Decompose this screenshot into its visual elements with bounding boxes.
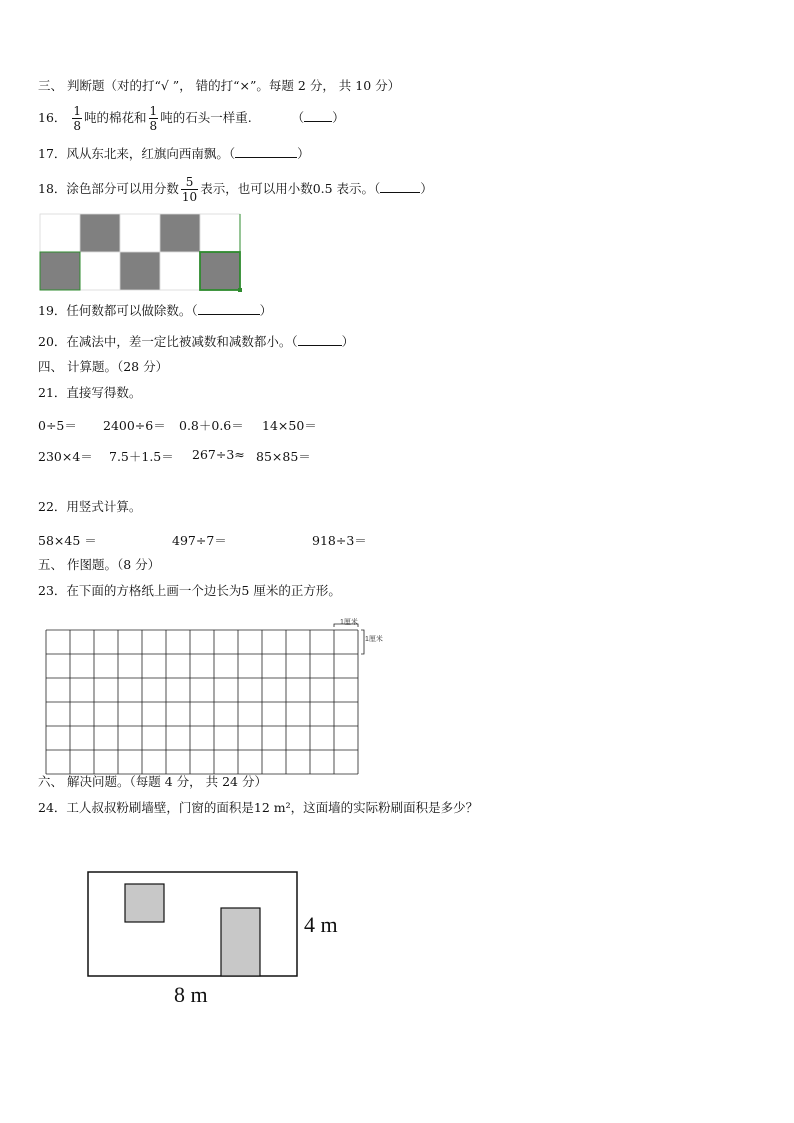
section-6-heading: 六、 解决问题。（每题 4 分， 共 24 分）: [38, 774, 267, 789]
unit-label-top: 1厘米: [340, 619, 358, 626]
q16-text-a: 吨的棉花和: [84, 110, 147, 125]
section-4-heading: 四、 计算题。（28 分）: [38, 359, 169, 374]
q21-item: 14×50＝: [262, 418, 317, 433]
shaded-cell: [160, 214, 200, 252]
q23-title: 23．在下面的方格纸上画一个边长为5 厘米的正方形。: [38, 583, 341, 598]
blank-cell: [160, 252, 200, 290]
unit-label-side: 1厘米: [365, 636, 383, 643]
q16-number: 16．: [38, 110, 67, 125]
shaded-cell: [200, 252, 240, 290]
question-16: [38, 103, 345, 133]
question-18: 18．涂色部分可以用分数 $\frac{5}{10}$ 表示，也可以用小数0.5 表示。（ ）: [38, 175, 433, 204]
q18-text-a: 18．涂色部分可以用分数: [38, 181, 179, 196]
shaded-cell: [40, 252, 80, 290]
width-label: 8 m: [174, 982, 208, 1007]
q16-fraction-2: $\frac{1}{8}$: [149, 104, 158, 133]
section-3-heading: 三、 判断题（对的打“√ ”， 错的打“×”。每题 2 分， 共 10 分）: [38, 78, 401, 93]
question-17: 17．风从东北来，红旗向西南飘。（ ）: [38, 146, 310, 161]
q21-item: 85×85＝: [256, 449, 311, 464]
q18-shaded-grid: [38, 212, 244, 292]
q20-answer-blank[interactable]: [298, 333, 342, 346]
q21-item: 230×4＝: [38, 449, 93, 464]
unit-bracket-side: [361, 630, 364, 654]
q21-item: 0.8＋0.6＝: [179, 418, 244, 433]
q21-title: 21．直接写得数。: [38, 385, 142, 400]
q21-item: 7.5＋1.5＝: [109, 449, 174, 464]
q22-item: 497÷7＝: [172, 533, 227, 548]
q21-item: 0÷5＝: [38, 418, 77, 433]
q19-text: 19．任何数都可以做除数。（: [38, 303, 198, 318]
wall-rectangle: [88, 872, 297, 976]
q19-answer-blank[interactable]: [198, 302, 260, 315]
q18-text-b: 表示，也可以用小数0.5 表示。（: [200, 181, 381, 196]
shaded-cell: [80, 214, 120, 252]
q24-wall-diagram: [86, 870, 356, 1010]
blank-cell: [40, 214, 80, 252]
q16-fraction-1: $\frac{1}{8}$: [73, 104, 82, 133]
shaded-cell: [120, 252, 160, 290]
q23-square-grid[interactable]: [44, 614, 394, 762]
q17-text: 17．风从东北来，红旗向西南飘。（: [38, 146, 236, 161]
blank-cell: [80, 252, 120, 290]
q17-answer-blank[interactable]: [235, 145, 297, 158]
window-rectangle: [125, 884, 164, 922]
blank-cell: [200, 214, 240, 252]
q24-text: 24．工人叔叔粉刷墙壁，门窗的面积是12 m²，这面墙的实际粉刷面积是多少？: [38, 800, 479, 815]
q16-answer-blank[interactable]: （ ）: [291, 110, 345, 125]
section-5-heading: 五、 作图题。（8 分）: [38, 557, 161, 572]
resize-handle: [238, 288, 242, 292]
blank-cell: [120, 214, 160, 252]
q21-item: 267÷3≈: [192, 447, 245, 462]
q18-answer-blank[interactable]: [380, 180, 420, 193]
height-label: 4 m: [304, 912, 338, 937]
q21-item: 2400÷6＝: [103, 418, 166, 433]
q20-text: 20．在减法中，差一定比被减数和减数都小。（: [38, 334, 298, 349]
q16-text-b: 吨的石头一样重.: [160, 110, 252, 125]
question-19: 19．任何数都可以做除数。（ ）: [38, 303, 273, 318]
q22-item: 918÷3＝: [312, 533, 367, 548]
q22-item: 58×45 ＝: [38, 533, 97, 548]
door-rectangle: [221, 908, 260, 976]
q18-fraction: $\frac{5}{10}$: [181, 175, 198, 204]
question-20: 20．在减法中，差一定比被减数和减数都小。（ ）: [38, 334, 355, 349]
q22-title: 22．用竖式计算。: [38, 499, 142, 514]
